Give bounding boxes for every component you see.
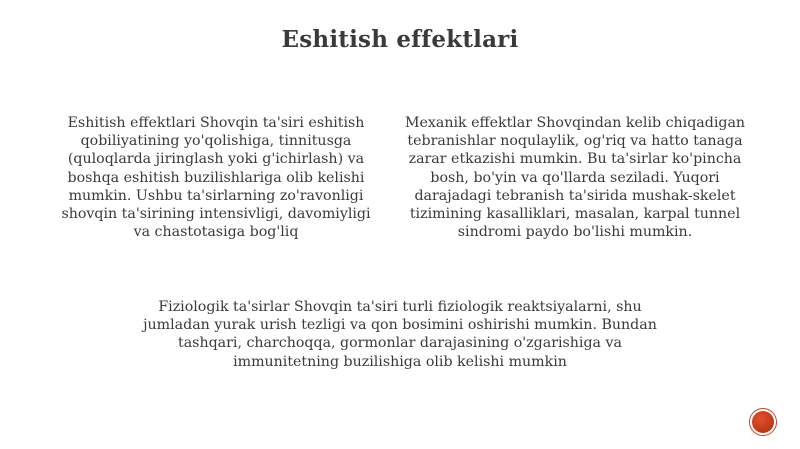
hearing-effects-text: Eshitish effektlari Shovqin ta'siri eshitish qobiliyatining yo'qolishiga, tinnitusga (quloqlarda jiringlash yoki g'ichirlash) va boshqa eshitish buzilishlariga olib kelishi mumkin. Ushbu ta'sirlarning zo'ravonligi shovqin ta'sirining intensivligi, davomiyligi va chastotasiga bog'liq [61,115,371,241]
physiological-effects-text: Fiziologik ta'sirlar Shovqin ta'siri turli fiziologik reaktsiyalarni, shu jumladan yurak urish tezligi va qon bosimini oshirishi mumkin. Bundan tashqari, charchoqqa, gormonlar darajasining o'zgarishiga va immunitetning buzilishiga olib kelishi mumkin [143,299,657,370]
mechanical-effects-text: Mexanik effektlar Shovqindan kelib chiqadigan tebranishlar noqulaylik, og'riq va hatto tanaga zarar etkazishi mumkin. Bu ta'sirlar ko'pincha bosh, bo'yin va qo'llarda seziladi. Yuqori darajadagi tebranish ta'sirida mushak-skelet tizimining kasalliklari, masalan, karpal tunnel sindromi paydo bo'lishi mumkin. [404,115,746,241]
slide-title: Eshitish effektlari [281,26,519,53]
next-slide-button[interactable] [749,408,777,436]
next-slide-circle-icon [752,411,774,433]
